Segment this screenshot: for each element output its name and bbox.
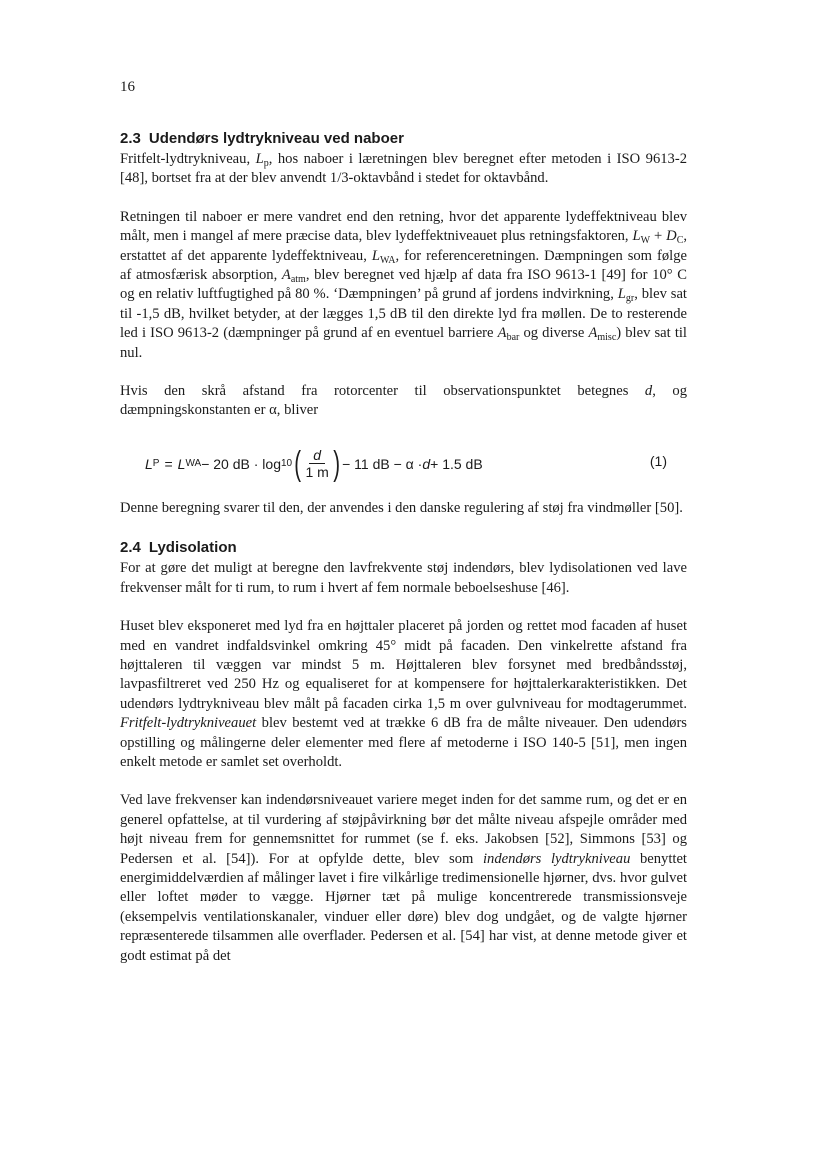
page-body (120, 128, 687, 966)
section-title: Udendørs lydtrykniveau ved naboer (148, 130, 404, 147)
section-title: Lydisolation (148, 539, 237, 557)
section-heading-2-3 (120, 128, 687, 150)
equation-fraction: $\frac{d}{1 m}$ (305, 447, 329, 481)
paragraph-freefield-level: Fritfelt-lydtrykniveau, $L_p$, hos naboer i læretningen blev beregnet efter metoden i ISO 9613-2 [48], bortset fra at der blev anvendt 1/3-oktavbånd i stedet for oktavbånd. (120, 151, 687, 187)
section-number: 2.4 (120, 539, 141, 557)
paragraph-loudspeaker-setup: Huset blev eksponeret med lyd fra en højttaler placeret på jorden og rettet mod facaden af huset med en vandret indfaldsvinkel omkring 45° midt på facaden. Den vinkelrette afstand fra højttaleren til væggen var mindst 5 m. Højttaleren blev forsynet med bredbåndsstøj, lavpasfiltreret ved 250 Hz og equaliseret for at kompensere for højttalerkarakteristikken. Det udendørs lydtrykniveau blev målt på facaden cirka 1,5 m over gulvniveau for modtagerummet. Fritfelt-lydtrykniveauet blev bestemt ved at trække 6 dB fra de målte niveauer. Den udendørs opstilling og målingerne deler elementer med flere af metoderne i ISO 140-5 [51], men ingen enkelt metode er samlet set overholdt. (120, 618, 687, 770)
equation-1 (120, 433, 687, 495)
paragraph-insulation-intro: For at gøre det muligt at beregne den lavfrekvente støj indendørs, blev lydisolationen ved lave frekvenser målt for ti rum, to rum i hvert af fem normale beboelseshuse [46]. (120, 560, 687, 596)
section-heading-2-4 (120, 537, 687, 559)
equation-body: L P = L WA − 20 dB · log 10 ( $\frac{d}{1 m}$ ) − 11 dB − α · d + 1.5 dB (145, 444, 483, 483)
paragraph-direction: Retningen til naboer er mere vandret end den retning, hvor det apparente lydeffektniveau blev målt, men i mangel af mere præcise data, blev lydeffektniveauet plus retningsfaktoren, $L_W + D_C$, erstattet af det apparente lydeffektniveau, $L_{WA}$, for referenceretningen. Dæmpningen som følge af atmosfærisk absorption, $A_{atm}$, blev beregnet ved hjælp af data fra ISO 9613-1 [49] for 10° C og en relativ luftfugtighed på 80 %. ‘Dæmpningen’ på grund af jordens indvirkning, $L_{gr}$, blev sat til -1,5 dB, hvilket betyder, at der lægges 1,5 dB til den direkte lyd fra møllen. De to resterende led i ISO 9613-2 (dæmpninger på grund af en eventuel barriere $A_{bar}$ og diverse $A_{misc}$) blev sat til nul. (120, 208, 688, 361)
paragraph-distance: Hvis den skrå afstand fra rotorcenter til observationspunktet betegnes d, og dæmpningskonstanten er α, bliver (120, 383, 687, 419)
paragraph-indoor-level: Ved lave frekvenser kan indendørsniveauet variere meget inden for det samme rum, og det er en generel opfattelse, at til vurdering af støjpåvirkning bør det målte niveau afspejle områder med højt niveau frem for gennemsnittet for rummet (se f. eks. Jakobsen [52], Simmons [53] og Pedersen et al. [54]). For at opfylde dette, blev som indendørs lydtrykniveau benyttet energimiddelværdien af målinger lavet i fire vilkårlige tredimensionelle hjørner, dvs. hvor gulvet eller loftet møder to vægge. Hjørner tæt på mulige koncentrerede transmissionsveje (eksempelvis ventilationskanaler, vinduer eller døre) blev dog undgået, og de valgte hjørner repræsenterede tilsammen alle overflader. Pedersen et al. [54] har vist, at denne metode giver et godt estimat på det (120, 792, 687, 964)
section-number: 2.3 (120, 130, 141, 147)
equation-number: (1) (649, 452, 667, 469)
page-number: 16 (120, 79, 135, 95)
paragraph-regulation: Denne beregning svarer til den, der anvendes i den danske regulering af støj fra vindmøller [50]. (120, 499, 683, 516)
